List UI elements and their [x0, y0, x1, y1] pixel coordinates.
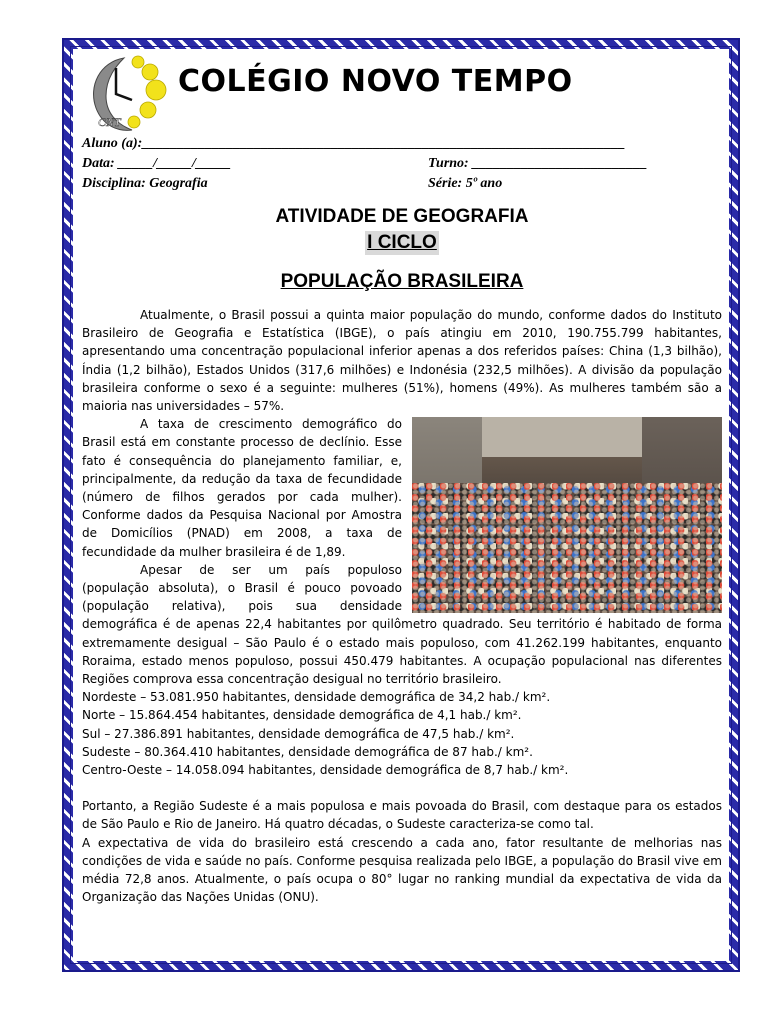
date-field[interactable]: Data: _____/_____/_____ [82, 156, 231, 171]
list-item: Norte – 15.864.454 habitantes, densidade demográfica de 4,1 hab./ km². [82, 708, 522, 723]
svg-text:CNT: CNT [98, 115, 121, 129]
list-item: Sudeste – 80.364.410 habitantes, densidade demográfica de 87 hab./ km². [82, 744, 533, 759]
school-header [82, 50, 722, 134]
paragraph-growth: A taxa de crescimento demográfico do Brasil está em constante processo de declínio. Esse fato é consequência do planejamento familiar, e, principalmente, da redução da taxa de fecundidade (número de filhos gerados por cada mulher). Conforme dados da Pesquisa Nacional por Amostra de Domicílios (PNAD) em 2008, a taxa de fecundidade da mulher brasileira é de 1,89. [82, 417, 402, 559]
student-name-field[interactable]: Aluno (a):_____________________________________________________________________ [82, 136, 626, 151]
article-body [82, 306, 722, 907]
document-content [82, 50, 722, 907]
list-item: Sul – 27.386.891 habitantes, densidade demográfica de 47,5 hab./ km². [82, 726, 515, 741]
shift-field[interactable]: Turno: _________________________ [428, 156, 648, 171]
student-info [82, 134, 722, 194]
paragraph-southeast: Portanto, a Região Sudeste é a mais populosa e mais povoada do Brasil, com destaque para os estados de São Paulo e Rio de Janeiro. Há quatro décadas, o Sudeste caracteriza-se como tal. [82, 799, 722, 832]
section-title: POPULAÇÃO BRASILEIRA [280, 271, 524, 292]
list-item: Nordeste – 53.081.950 habitantes, densidade demográfica de 34,2 hab./ km². [82, 690, 551, 705]
crowd-photo [412, 417, 722, 613]
paragraph-life-expectancy: A expectativa de vida do brasileiro está crescendo a cada ano, fator resultante de melhorias nas condições de vida e saúde no país. Conforme pesquisa realizada pelo IBGE, a população do Brasil vive em média 72,8 anos. Atualmente, o país ocupa o 80° lugar no ranking mundial da expectativa de vida da Organização das Nações Unidas (ONU). [82, 835, 722, 905]
school-logo [86, 52, 172, 134]
school-name: COLÉGIO NOVO TEMPO [178, 64, 573, 99]
paragraph-density: Apesar de ser um país populoso (população absoluta), o Brasil é pouco povoado (população relativa), pois sua densidade demográfica é de apenas 22,4 habitantes por quilômetro quadrado. Seu território é habitado de forma extremamente desigual – São Paulo é o estado mais populoso, com 41.262.199 habitantes, enquanto Roraima, estado menos populoso, possui 450.479 habitantes. A ocupação populacional nas diferentes Regiões comprova essa concentração desigual no território brasileiro. [82, 562, 722, 687]
cycle-title-wrap [82, 231, 722, 255]
cycle-title: I CICLO [367, 232, 437, 253]
paragraph-intro: Atualmente, o Brasil possui a quinta maior população do mundo, conforme dados do Instituto Brasileiro de Geografia e Estatística (IBGE), o país atingiu em 2010, 190.755.799 habitantes, apresentando uma concentração populacional inferior apenas a dos referidos países: China (1,3 bilhão), Índia (1,2 bilhão), Estados Unidos (317,6 milhões) e Indonésia (232,5 milhões). A divisão da população brasileira conforme o sexo é a seguinte: mulheres (51%), homens (49%). As mulheres também são a maioria nas universidades – 57%. [82, 308, 722, 414]
subject-label: Disciplina: Geografia [82, 176, 208, 191]
regions-list [82, 688, 722, 779]
list-item: Centro-Oeste – 14.058.094 habitantes, densidade demográfica de 8,7 hab./ km². [82, 763, 569, 778]
grade-label: Série: 5º ano [428, 176, 503, 191]
activity-title: ATIVIDADE DE GEOGRAFIA [275, 206, 529, 227]
